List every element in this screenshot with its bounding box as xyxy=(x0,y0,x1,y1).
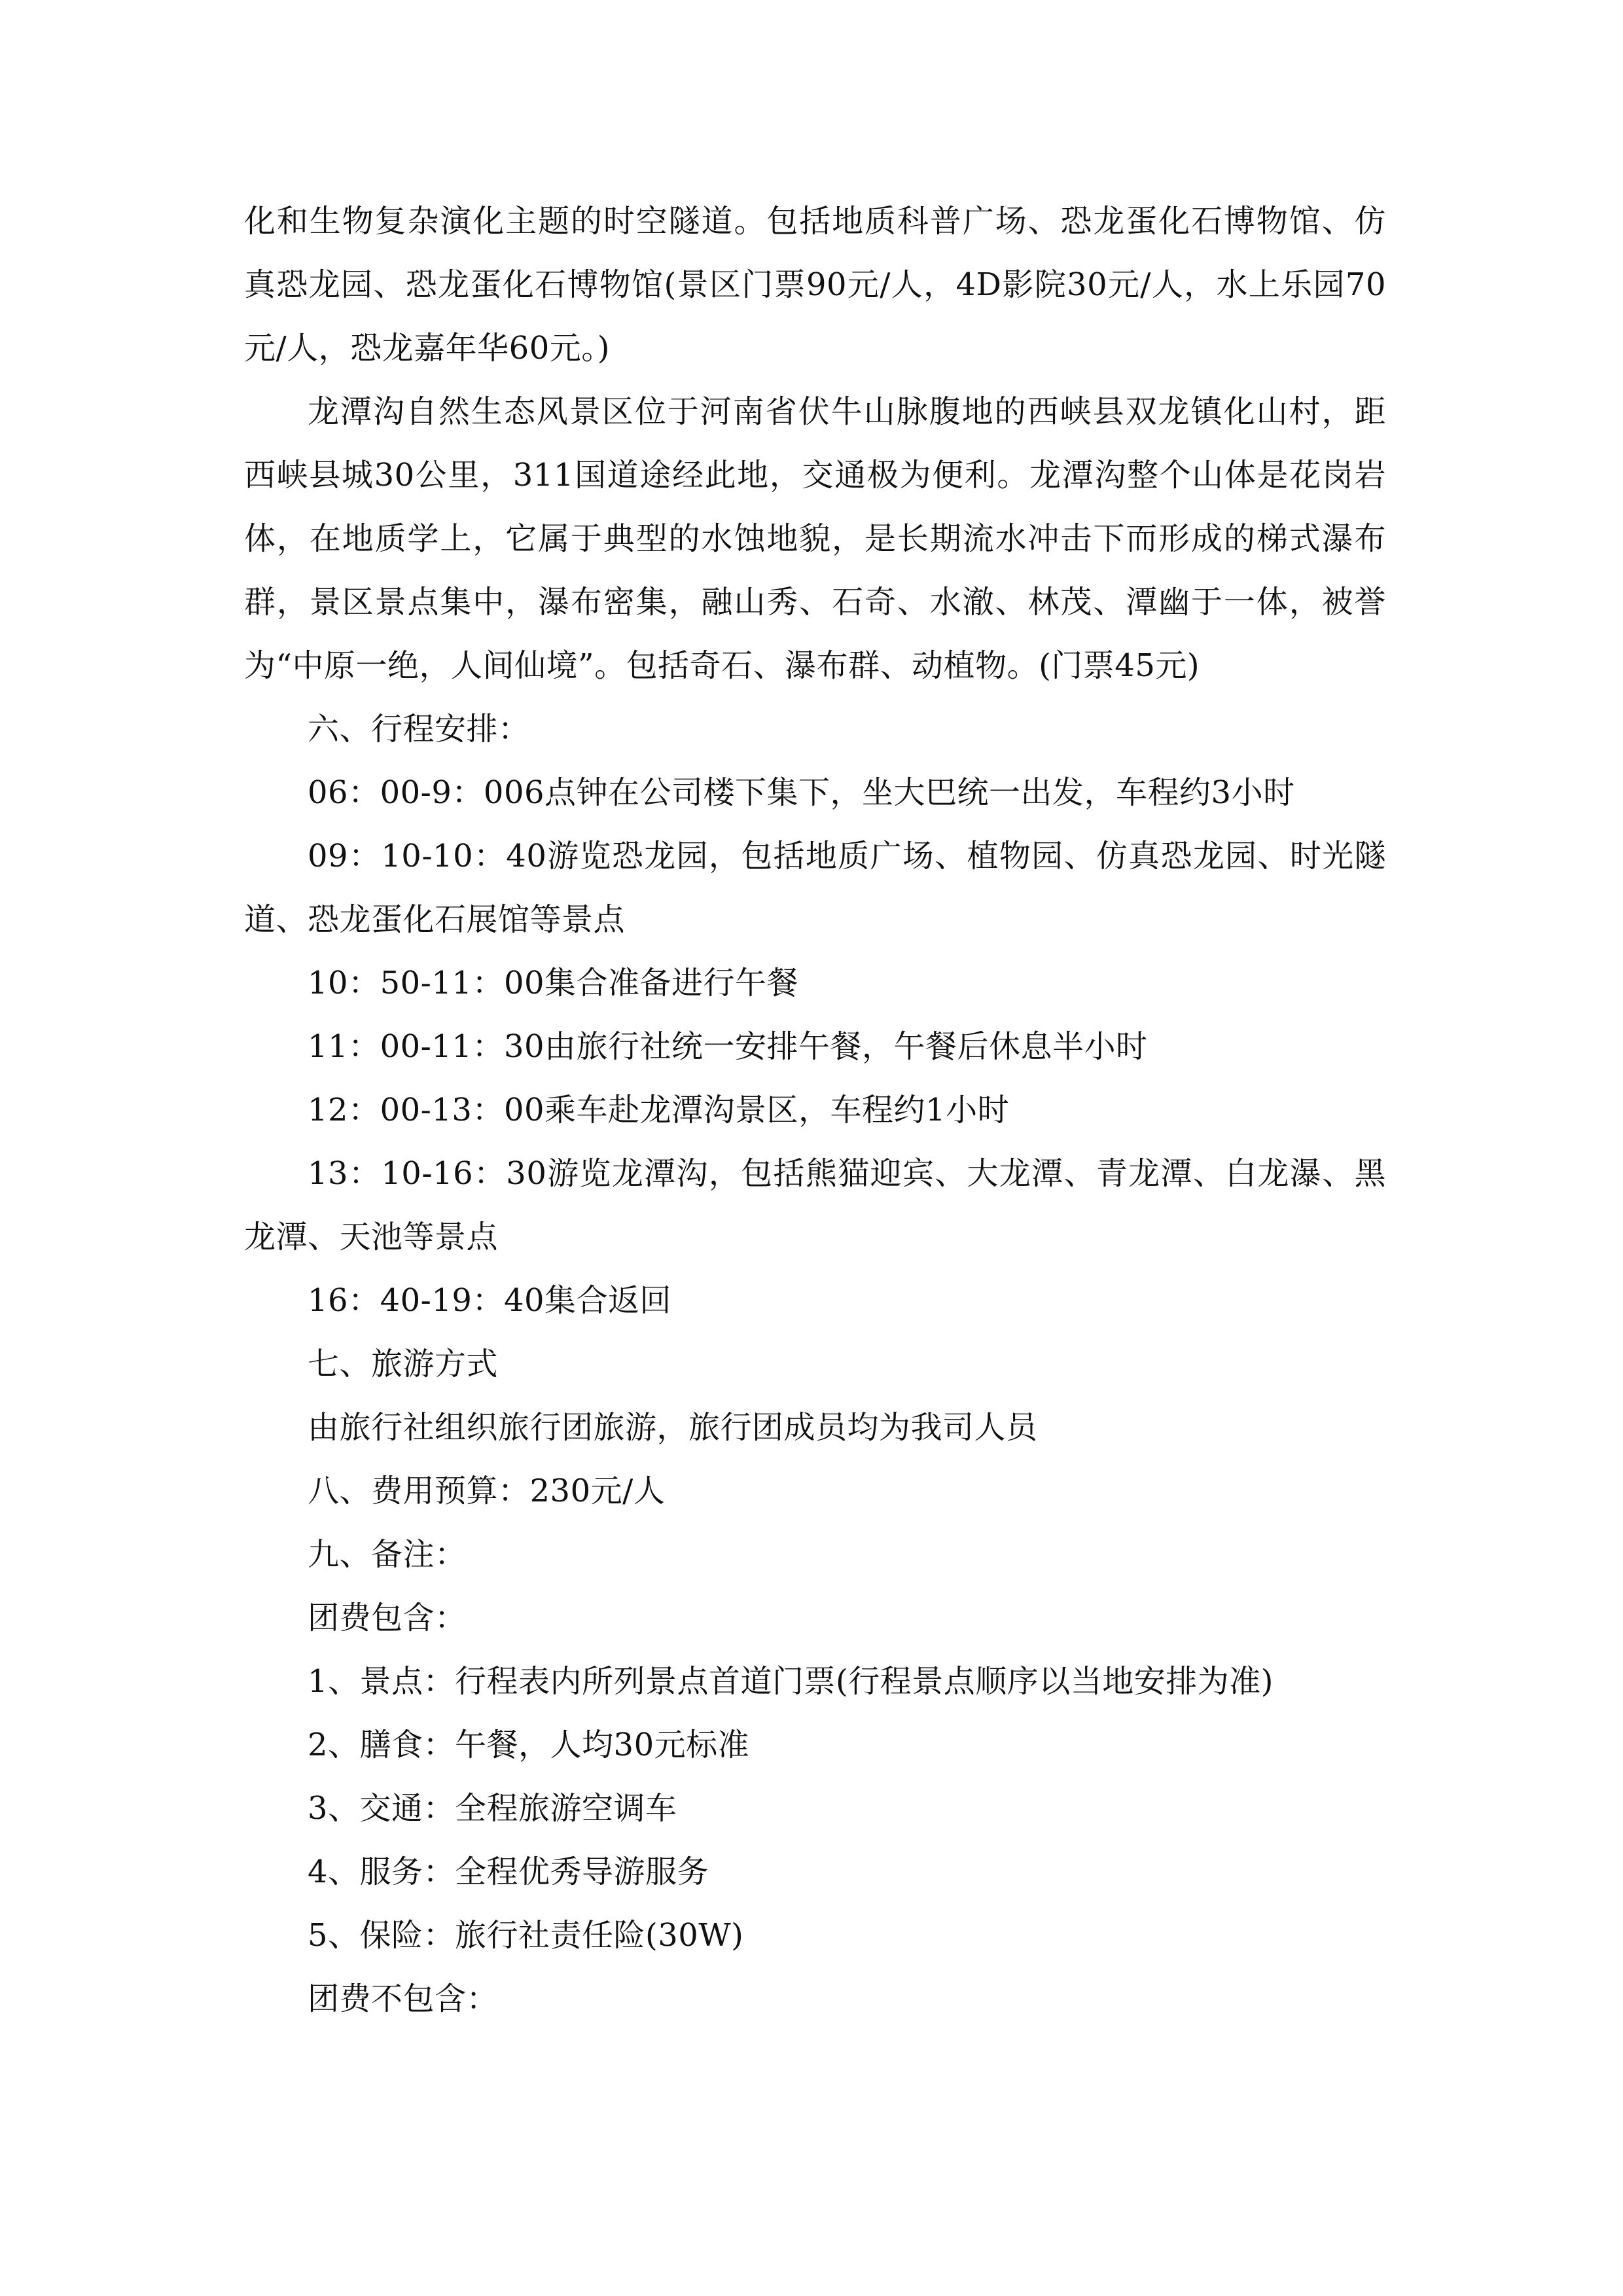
itinerary-item-assemble-lunch: 10：50-11：00集合准备进行午餐 xyxy=(308,965,799,1001)
paragraph-longtan-gully: 龙潭沟自然生态风景区位于河南省伏牛山脉腹地的西峡县双龙镇化山村，距西峡县城30公里，311国道途经此地，交通极为便利。龙潭沟整个山体是花岗岩体，在地质学上，它属于典型的水蚀地貌，是长期流水冲击下而形成的梯式瀑布群，景区景点集中，瀑布密集，融山秀、石奇、水澈、林茂、潭幽于一体，被誉为“中原一绝，人间仙境”。包括奇石、瀑布群、动植物。(门票45元) xyxy=(244,393,1386,684)
itinerary-item-return: 16：40-19：40集合返回 xyxy=(308,1282,672,1319)
itinerary-item-departure: 06：00-9：006点钟在公司楼下集下，坐大巴统一出发，车程约3小时 xyxy=(308,774,1295,811)
itinerary-item-lunch: 11：00-11：30由旅行社统一安排午餐，午餐后休息半小时 xyxy=(308,1028,1148,1065)
itinerary-item-transfer: 12：00-13：00乘车赴龙潭沟景区，车程约1小时 xyxy=(308,1092,1010,1128)
paragraph-travel-mode: 由旅行社组织旅行团旅游，旅行团成员均为我司人员 xyxy=(308,1409,1038,1446)
fee-item-attractions: 1、景点：行程表内所列景点首道门票(行程景点顺序以当地安排为准) xyxy=(308,1663,1274,1700)
heading-itinerary: 六、行程安排： xyxy=(308,711,530,747)
heading-travel-mode: 七、旅游方式 xyxy=(308,1346,499,1382)
fee-item-service: 4、服务：全程优秀导游服务 xyxy=(308,1854,709,1890)
document-body xyxy=(244,190,1386,2031)
fee-item-meals: 2、膳食：午餐，人均30元标准 xyxy=(308,1727,750,1763)
heading-fee-includes: 团费包含： xyxy=(308,1600,467,1636)
heading-notes: 九、备注： xyxy=(308,1536,467,1573)
fee-item-transport: 3、交通：全程旅游空调车 xyxy=(308,1790,677,1827)
itinerary-item-dinosaur-park: 09：10-10：40游览恐龙园，包括地质广场、植物园、仿真恐龙园、时光隧道、恐龙蛋化石展馆等景点 xyxy=(244,838,1386,938)
itinerary-item-longtan-tour: 13：10-16：30游览龙潭沟，包括熊猫迎宾、大龙潭、青龙潭、白龙瀑、黑龙潭、天池等景点 xyxy=(244,1155,1386,1255)
fee-item-insurance: 5、保险：旅行社责任险(30W) xyxy=(308,1917,744,1954)
heading-fee-excludes: 团费不包含： xyxy=(308,1981,499,2017)
heading-budget: 八、费用预算：230元/人 xyxy=(308,1473,666,1509)
paragraph-dinosaur-park-continued: 化和生物复杂演化主题的时空隧道。包括地质科普广场、恐龙蛋化石博物馆、仿真恐龙园、恐龙蛋化石博物馆(景区门票90元/人，4D影院30元/人，水上乐园70元/人，恐龙嘉年华60元。) xyxy=(244,203,1386,367)
